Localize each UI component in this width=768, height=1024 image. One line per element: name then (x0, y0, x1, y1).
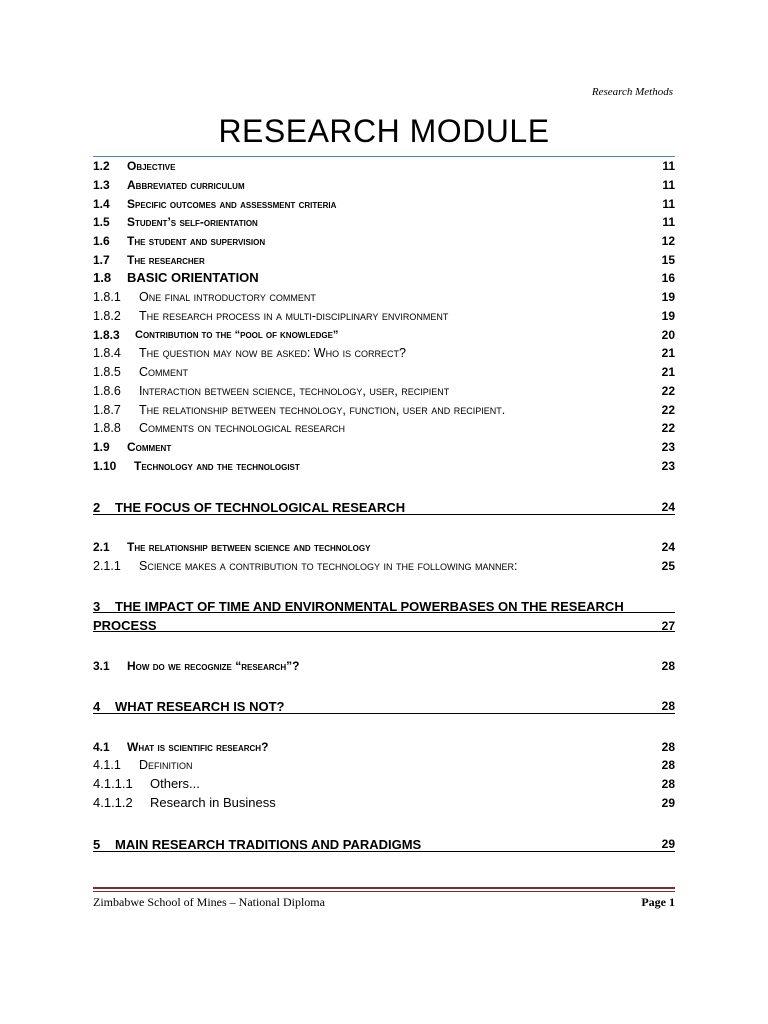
toc-label-continued: PROCESS (93, 618, 157, 633)
toc-label: Research in Business (150, 795, 276, 810)
toc-page: 11 (662, 197, 675, 211)
toc-page: 15 (661, 253, 675, 267)
toc-page: 11 (662, 159, 675, 173)
toc-major-entry[interactable] (93, 835, 675, 855)
toc-number: 1.10 (93, 459, 117, 473)
toc-label: Student’s self-orientation (127, 215, 258, 229)
toc-number: 1.6 (93, 234, 110, 248)
toc-entry[interactable] (93, 438, 675, 456)
toc-entry[interactable] (93, 457, 675, 475)
toc-number: 5 (93, 837, 101, 852)
toc-label: Definition (139, 758, 193, 772)
toc-page: 16 (661, 271, 675, 285)
toc-label: Technology and the technologist (134, 459, 300, 473)
toc-label: MAIN RESEARCH TRADITIONS AND PARADIGMS (115, 837, 422, 852)
toc-page: 28 (661, 740, 675, 754)
toc-label: Comment (127, 440, 172, 454)
toc-label: THE IMPACT OF TIME AND ENVIRONMENTAL POWERBASES ON THE RESEARCH (115, 599, 624, 614)
toc-label: Comments on technological research (139, 421, 345, 435)
toc-entry[interactable] (93, 344, 675, 362)
footer-page-number: Page 1 (641, 895, 675, 909)
toc-label: Objective (127, 159, 176, 173)
toc-underline (93, 631, 675, 632)
toc-label: The researcher (127, 253, 205, 267)
toc-page: 21 (661, 346, 675, 360)
toc-underline (93, 713, 675, 714)
toc-major-entry[interactable] (93, 697, 675, 717)
toc-page: 27 (661, 619, 675, 633)
toc-number: 3.1 (93, 659, 110, 673)
toc-label: Others... (150, 776, 200, 791)
toc-entry[interactable] (93, 363, 675, 381)
toc-page: 23 (661, 459, 675, 473)
toc-entry[interactable] (93, 213, 675, 231)
toc-label: The relationship between science and technology (127, 540, 371, 554)
toc-major-entry[interactable] (93, 498, 675, 518)
toc-page: 28 (661, 699, 675, 713)
toc-entry[interactable] (93, 756, 675, 774)
toc-page: 22 (661, 421, 675, 435)
toc-number: 1.8.6 (93, 384, 121, 398)
toc-entry[interactable] (93, 775, 675, 793)
toc-label: What is scientific research? (127, 740, 269, 754)
page-title: RESEARCH MODULE (218, 113, 550, 149)
toc-entry[interactable] (93, 401, 675, 419)
toc-label: WHAT RESEARCH IS NOT? (115, 699, 285, 714)
toc-entry[interactable] (93, 176, 675, 194)
toc-major-entry[interactable] (93, 597, 675, 637)
toc-number: 1.8.7 (93, 403, 121, 417)
toc-page: 22 (661, 403, 675, 417)
toc-label: Interaction between science, technology, user, recipient (139, 384, 450, 398)
toc-number: 1.8.8 (93, 421, 121, 435)
toc-label: Specific outcomes and assessment criteria (127, 197, 337, 211)
toc-number: 4.1.1.1 (93, 776, 133, 791)
footer-divider (93, 887, 675, 889)
toc-number: 1.4 (93, 197, 110, 211)
toc-number: 1.5 (93, 215, 110, 229)
toc-page: 29 (661, 837, 675, 851)
toc-label: BASIC ORIENTATION (127, 270, 259, 285)
toc-number: 1.8.2 (93, 309, 121, 323)
toc-label: One final introductory comment (139, 290, 316, 304)
toc-page: 21 (661, 365, 675, 379)
toc-underline (93, 612, 675, 613)
toc-entry[interactable] (93, 657, 675, 675)
toc-label: The research process in a multi-disciplinary environment (139, 309, 449, 323)
toc-entry[interactable] (93, 557, 675, 575)
toc-entry[interactable] (93, 195, 675, 213)
footer-institution: Zimbabwe School of Mines – National Diploma (93, 895, 325, 909)
footer-divider (93, 891, 675, 892)
toc-underline (93, 514, 675, 515)
toc-label: The student and supervision (127, 234, 266, 248)
toc-number: 2.1.1 (93, 559, 121, 573)
toc-number: 3 (93, 599, 101, 614)
toc-number: 1.8 (93, 270, 112, 285)
toc-number: 1.8.3 (93, 328, 120, 342)
toc-entry[interactable] (93, 232, 675, 250)
toc-label: The question may now be asked: Who is correct? (139, 346, 406, 360)
toc-number: 4 (93, 699, 101, 714)
toc-label: THE FOCUS OF TECHNOLOGICAL RESEARCH (115, 500, 406, 515)
toc-page: 28 (661, 777, 675, 791)
toc-underline (93, 851, 675, 852)
toc-page: 24 (661, 540, 675, 554)
toc-entry[interactable] (93, 382, 675, 400)
toc-page: 11 (662, 215, 675, 229)
toc-page: 28 (661, 758, 675, 772)
toc-label: Comment (139, 365, 189, 379)
toc-number: 1.8.1 (93, 290, 121, 304)
toc-page: 19 (661, 290, 675, 304)
toc-entry[interactable] (93, 269, 675, 287)
toc-number: 1.2 (93, 159, 110, 173)
toc-page: 29 (661, 796, 675, 810)
toc-entry[interactable] (93, 251, 675, 269)
toc-number: 1.8.5 (93, 365, 121, 379)
toc-page: 12 (661, 234, 675, 248)
toc-entry[interactable] (93, 157, 675, 175)
toc-entry[interactable] (93, 794, 675, 812)
toc-number: 2.1 (93, 540, 110, 554)
toc-entry[interactable] (93, 288, 675, 306)
toc-label: Science makes a contribution to technology in the following manner: (139, 559, 518, 573)
toc-page: 20 (661, 328, 675, 342)
toc-entry[interactable] (93, 419, 675, 437)
running-header: Research Methods (591, 86, 673, 98)
toc-number: 1.7 (93, 253, 110, 267)
toc-entry[interactable] (93, 307, 675, 325)
toc-page: 19 (661, 309, 675, 323)
toc-entry[interactable] (93, 538, 675, 556)
toc-page: 22 (661, 384, 675, 398)
toc-number: 1.8.4 (93, 346, 121, 360)
toc-page: 11 (662, 178, 675, 192)
toc-page: 25 (661, 559, 675, 573)
toc-page: 28 (661, 659, 675, 673)
toc-label: Abbreviated curriculum (127, 178, 245, 192)
toc-number: 2 (93, 500, 101, 515)
toc-label: The relationship between technology, function, user and recipient. (139, 403, 506, 417)
toc-number: 4.1 (93, 740, 110, 754)
toc-entry[interactable] (93, 326, 675, 344)
toc-number: 4.1.1.2 (93, 795, 133, 810)
toc-number: 1.9 (93, 440, 110, 454)
toc-page: 24 (661, 500, 675, 514)
toc-label: How do we recognize “research”? (127, 659, 300, 673)
toc-label: Contribution to the “pool of knowledge” (135, 329, 339, 341)
toc-number: 4.1.1 (93, 758, 121, 772)
toc-entry[interactable] (93, 738, 675, 756)
toc-number: 1.3 (93, 178, 110, 192)
toc-page: 23 (661, 440, 675, 454)
